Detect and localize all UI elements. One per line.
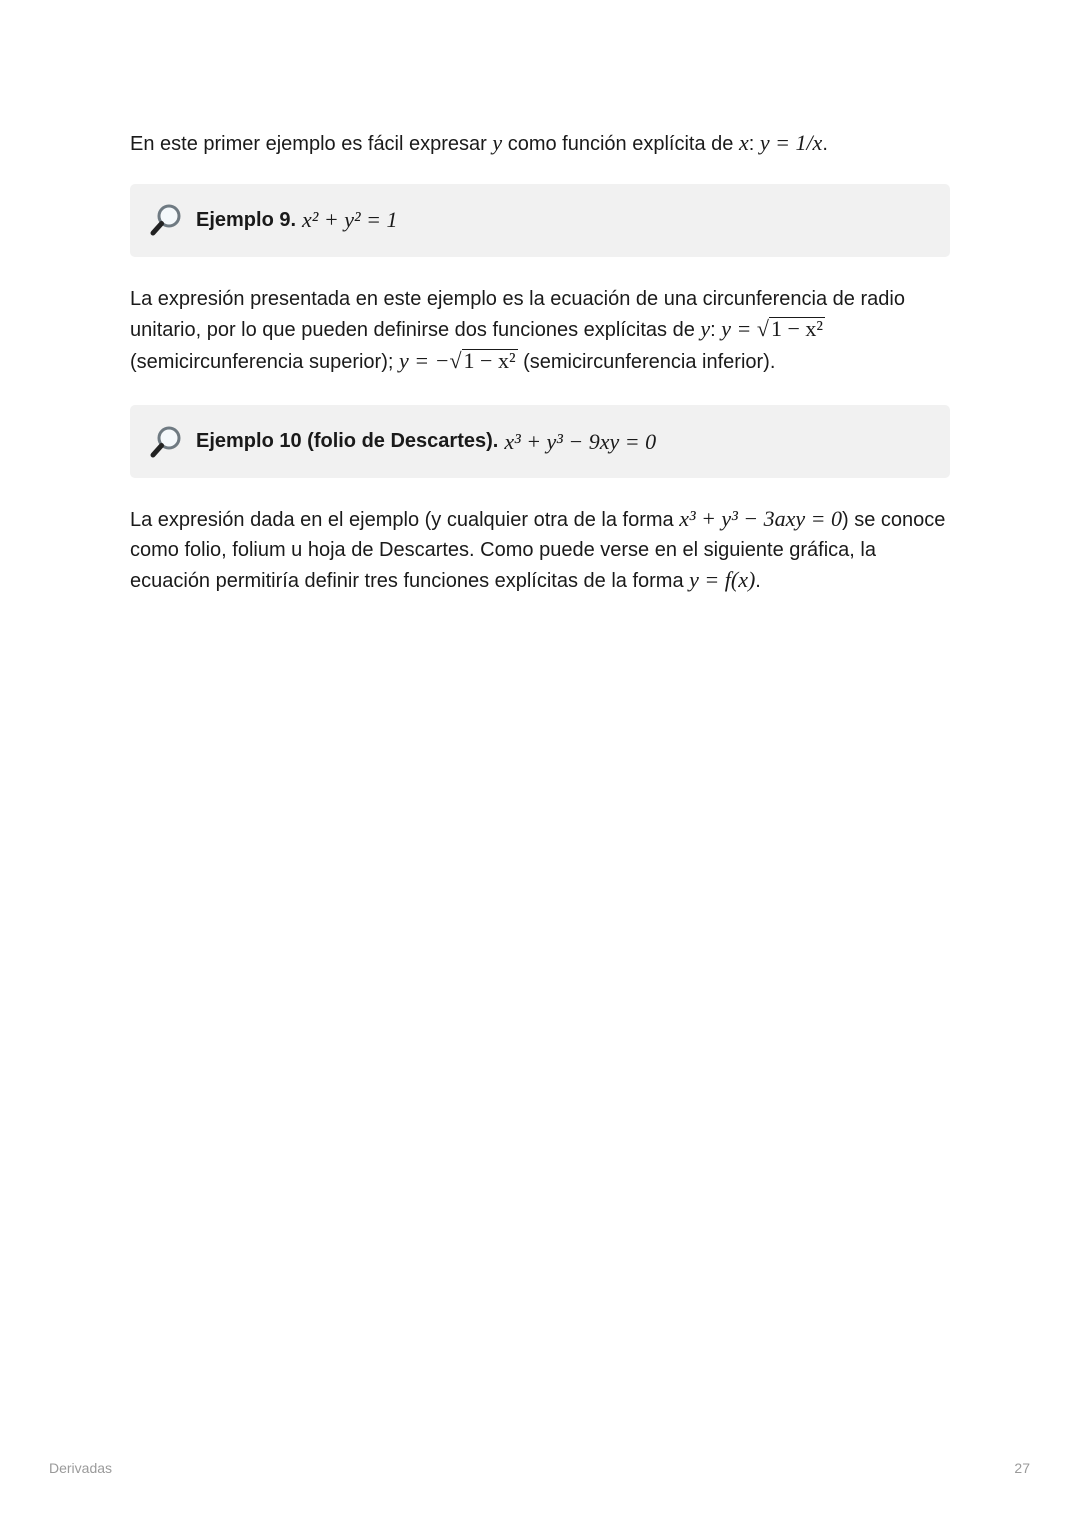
page-content xyxy=(130,128,950,597)
math-lhs: y = − xyxy=(398,347,450,373)
example-formula: x³ + y³ − 9xy = 0 xyxy=(504,428,657,454)
text: . xyxy=(755,570,761,592)
footer-title: Derivadas xyxy=(49,1460,113,1476)
sqrt-radicand: 1 − x² xyxy=(770,316,823,341)
math-y: y xyxy=(492,130,503,155)
math-lower-semicircle: y = −√1 − x² xyxy=(398,347,516,373)
math-lhs: y = xyxy=(721,316,757,341)
example-9-callout xyxy=(130,184,950,257)
text: ) se conoce como folio, folium u hoja de Descartes. Como puede verse en el siguiente gráfica, la ecuación permitiría definir tres funciones explícitas de la forma xyxy=(130,509,946,592)
paragraph-folium xyxy=(130,504,950,597)
paragraph-explicit-function xyxy=(130,128,950,160)
magnifying-glass-icon xyxy=(148,424,184,460)
text: : xyxy=(748,133,760,155)
text: (semicircunferencia superior); xyxy=(130,350,399,373)
text: como función explícita de xyxy=(502,133,739,155)
example-10-callout xyxy=(130,405,950,478)
example-label: Ejemplo 10 (folio de Descartes). xyxy=(196,430,499,452)
text: La expresión dada en el ejemplo (y cualquier otra de la forma xyxy=(130,509,680,531)
math-upper-semicircle: y = √1 − x² xyxy=(721,316,823,341)
example-formula: x² + y² = 1 xyxy=(302,207,398,232)
magnifying-glass-icon xyxy=(148,202,184,238)
text: En este primer ejemplo es fácil expresar xyxy=(130,133,493,155)
paragraph-circle xyxy=(130,285,950,378)
math-folium-general: x³ + y³ − 3axy = 0 xyxy=(679,506,843,531)
text: : xyxy=(710,319,722,341)
example-label: Ejemplo 9. xyxy=(196,208,297,231)
sqrt-radicand: 1 − x² xyxy=(463,347,516,373)
math-y: y xyxy=(700,316,711,341)
math-x: x xyxy=(738,130,749,155)
text: (semicircunferencia inferior). xyxy=(517,350,776,373)
text: La expresión presentada en este ejemplo es la ecuación de una circunferencia de radio unitario, por lo que pueden definirse dos funciones explícitas de xyxy=(130,287,905,341)
math-y-equals-1-over-x: y = 1/x xyxy=(759,130,823,155)
text: . xyxy=(822,133,828,155)
page-number: 27 xyxy=(1014,1460,1030,1476)
math-y-equals-f-x: y = f(x) xyxy=(689,567,756,592)
